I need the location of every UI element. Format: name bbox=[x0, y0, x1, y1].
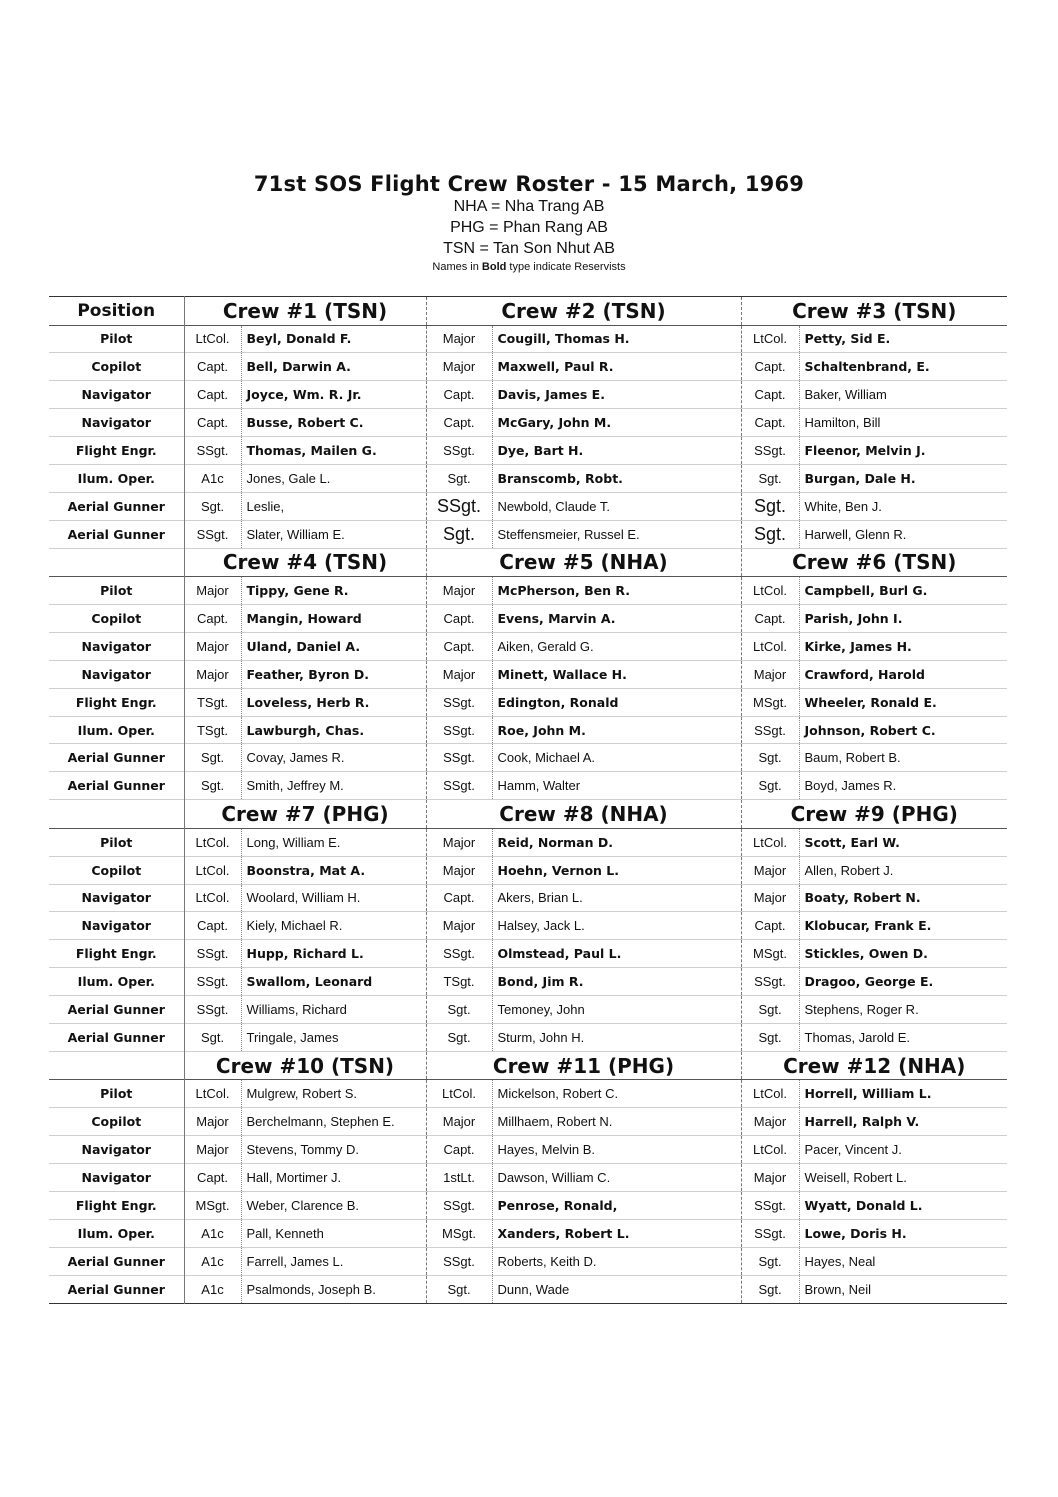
crew-row bbox=[49, 353, 1007, 381]
rank-cell: Major bbox=[184, 1108, 241, 1136]
rank-cell: Capt. bbox=[741, 353, 799, 381]
rank-cell: TSgt. bbox=[426, 968, 492, 996]
rank-cell: Capt. bbox=[184, 353, 241, 381]
position-cell: Flight Engr. bbox=[49, 437, 184, 465]
name-cell: Hoehn, Vernon L. bbox=[492, 856, 741, 884]
rank-cell: LtCol. bbox=[184, 325, 241, 353]
name-cell: Roe, John M. bbox=[492, 716, 741, 744]
name-cell: Psalmonds, Joseph B. bbox=[241, 1275, 426, 1303]
rank-cell: Sgt. bbox=[426, 1023, 492, 1051]
name-cell: Hayes, Melvin B. bbox=[492, 1136, 741, 1164]
name-cell: Hupp, Richard L. bbox=[241, 940, 426, 968]
rank-cell: Sgt. bbox=[741, 520, 799, 548]
rank-cell: LtCol. bbox=[741, 1080, 799, 1108]
name-cell: Feather, Byron D. bbox=[241, 660, 426, 688]
name-cell: Busse, Robert C. bbox=[241, 409, 426, 437]
crew-header: Crew #4 (TSN) bbox=[184, 548, 426, 577]
position-cell: Aerial Gunner bbox=[49, 996, 184, 1024]
rank-cell: Major bbox=[741, 660, 799, 688]
rank-cell: Capt. bbox=[426, 605, 492, 633]
rank-cell: Major bbox=[741, 1108, 799, 1136]
name-cell: Fleenor, Melvin J. bbox=[804, 443, 926, 458]
position-cell: Aerial Gunner bbox=[49, 1023, 184, 1051]
rank-cell: Sgt. bbox=[741, 772, 799, 800]
rank-cell: SSgt. bbox=[426, 1191, 492, 1219]
rank-cell: LtCol. bbox=[741, 325, 799, 353]
crew-row bbox=[49, 716, 1007, 744]
rank-cell: SSgt. bbox=[184, 996, 241, 1024]
position-cell: Navigator bbox=[49, 660, 184, 688]
crew-row bbox=[49, 409, 1007, 437]
rank-cell: SSgt. bbox=[741, 968, 799, 996]
position-column-header: Position bbox=[49, 297, 184, 326]
position-cell: Aerial Gunner bbox=[49, 1275, 184, 1303]
name-cell: Boyd, James R. bbox=[804, 778, 897, 794]
crew-row bbox=[49, 381, 1007, 409]
position-cell: Ilum. Oper. bbox=[49, 1219, 184, 1247]
rank-cell: LtCol. bbox=[741, 828, 799, 856]
name-cell: Woolard, William H. bbox=[241, 884, 426, 912]
rank-cell: Major bbox=[426, 828, 492, 856]
crew-header: Crew #6 (TSN) bbox=[792, 550, 957, 575]
legend-phg: PHG = Phan Rang AB bbox=[450, 219, 608, 236]
rank-cell: Sgt. bbox=[741, 492, 799, 520]
legend-tsn: TSN = Tan Son Nhut AB bbox=[443, 240, 615, 257]
name-cell: Joyce, Wm. R. Jr. bbox=[241, 381, 426, 409]
note-prefix: Names in bbox=[432, 261, 482, 273]
name-cell: Kirke, James H. bbox=[804, 638, 912, 654]
name-cell: Edington, Ronald bbox=[492, 688, 741, 716]
name-cell: Kiely, Michael R. bbox=[241, 912, 426, 940]
name-cell: Reid, Norman D. bbox=[492, 828, 741, 856]
name-cell: Klobucar, Frank E. bbox=[804, 918, 932, 934]
position-cell: Copilot bbox=[49, 1108, 184, 1136]
position-cell: Aerial Gunner bbox=[49, 744, 184, 772]
rank-cell: MSgt. bbox=[741, 940, 799, 968]
rank-cell: Capt. bbox=[426, 1136, 492, 1164]
crew-row bbox=[49, 437, 1007, 465]
note-suffix: type indicate Reservists bbox=[506, 261, 626, 273]
name-cell: Campbell, Burl G. bbox=[804, 583, 928, 599]
rank-cell: SSgt. bbox=[741, 1191, 799, 1219]
rank-cell: SSgt. bbox=[426, 437, 492, 465]
rank-cell: Capt. bbox=[741, 605, 799, 633]
crew-row bbox=[49, 1164, 1007, 1192]
rank-cell: A1c bbox=[184, 1275, 241, 1303]
rank-cell: LtCol. bbox=[741, 577, 799, 605]
name-cell: Burgan, Dale H. bbox=[804, 470, 916, 486]
rank-cell: SSgt. bbox=[426, 744, 492, 772]
rank-cell: Sgt. bbox=[741, 996, 799, 1024]
name-cell: Akers, Brian L. bbox=[492, 884, 741, 912]
rank-cell: SSgt. bbox=[426, 940, 492, 968]
crew-row bbox=[49, 1080, 1007, 1108]
crew-row bbox=[49, 1275, 1007, 1303]
rank-cell: SSgt. bbox=[184, 968, 241, 996]
rank-cell: Major bbox=[426, 660, 492, 688]
crew-row bbox=[49, 660, 1007, 688]
position-cell: Flight Engr. bbox=[49, 1191, 184, 1219]
name-cell: Horrell, William L. bbox=[804, 1086, 932, 1102]
rank-cell: SSgt. bbox=[184, 437, 241, 465]
name-cell: Branscomb, Robt. bbox=[492, 464, 741, 492]
name-cell: Dragoo, George E. bbox=[804, 974, 934, 990]
rank-cell: Sgt. bbox=[741, 1023, 799, 1051]
crew-header: Crew #11 (PHG) bbox=[426, 1051, 741, 1080]
crew-header: Crew #5 (NHA) bbox=[426, 548, 741, 577]
name-cell: Davis, James E. bbox=[492, 381, 741, 409]
rank-cell: Major bbox=[426, 1108, 492, 1136]
crew-row bbox=[49, 464, 1007, 492]
note-bold: Bold bbox=[481, 261, 507, 273]
crew-row bbox=[49, 912, 1007, 940]
name-cell: Hayes, Neal bbox=[804, 1253, 876, 1269]
position-cell: Pilot bbox=[49, 828, 184, 856]
position-cell: Ilum. Oper. bbox=[49, 464, 184, 492]
crew-row bbox=[49, 1136, 1007, 1164]
name-cell: Tringale, James bbox=[241, 1023, 426, 1051]
name-cell: Bell, Darwin A. bbox=[241, 353, 426, 381]
rank-cell: LtCol. bbox=[184, 856, 241, 884]
name-cell: Pacer, Vincent J. bbox=[804, 1142, 902, 1158]
name-cell: Cook, Michael A. bbox=[492, 744, 741, 772]
crew-row bbox=[49, 772, 1007, 800]
rank-cell: Sgt. bbox=[741, 744, 799, 772]
rank-cell: 1stLt. bbox=[426, 1164, 492, 1192]
name-cell: Cougill, Thomas H. bbox=[492, 325, 741, 353]
name-cell: Dunn, Wade bbox=[492, 1275, 741, 1303]
name-cell: Boonstra, Mat A. bbox=[241, 856, 426, 884]
position-cell: Flight Engr. bbox=[49, 940, 184, 968]
rank-cell: Major bbox=[184, 1136, 241, 1164]
crew-row bbox=[49, 996, 1007, 1024]
name-cell: McGary, John M. bbox=[492, 409, 741, 437]
rank-cell: Capt. bbox=[426, 884, 492, 912]
rank-cell: A1c bbox=[184, 1219, 241, 1247]
crew-header: Crew #9 (PHG) bbox=[790, 802, 958, 826]
crew-header: Crew #2 (TSN) bbox=[426, 297, 741, 326]
name-cell: Swallom, Leonard bbox=[241, 968, 426, 996]
rank-cell: Sgt. bbox=[426, 464, 492, 492]
crew-row bbox=[49, 325, 1007, 353]
reservist-note bbox=[0, 260, 1058, 274]
rank-cell: Capt. bbox=[426, 409, 492, 437]
crew-row bbox=[49, 940, 1007, 968]
name-cell: Maxwell, Paul R. bbox=[492, 353, 741, 381]
name-cell: Crawford, Harold bbox=[804, 666, 925, 682]
name-cell: Baum, Robert B. bbox=[804, 750, 901, 766]
rank-cell: Sgt. bbox=[426, 996, 492, 1024]
rank-cell: Major bbox=[426, 577, 492, 605]
position-cell: Navigator bbox=[49, 381, 184, 409]
position-cell: Aerial Gunner bbox=[49, 520, 184, 548]
rank-cell: TSgt. bbox=[184, 688, 241, 716]
rank-cell: Major bbox=[426, 856, 492, 884]
name-cell: Thomas, Jarold E. bbox=[804, 1029, 910, 1045]
rank-cell: Major bbox=[741, 1164, 799, 1192]
rank-cell: SSgt. bbox=[426, 1247, 492, 1275]
rank-cell: A1c bbox=[184, 464, 241, 492]
name-cell: Berchelmann, Stephen E. bbox=[241, 1108, 426, 1136]
rank-cell: MSgt. bbox=[741, 688, 799, 716]
name-cell: Loveless, Herb R. bbox=[241, 688, 426, 716]
name-cell: Halsey, Jack L. bbox=[492, 912, 741, 940]
rank-cell: Sgt. bbox=[184, 772, 241, 800]
rank-cell: Major bbox=[741, 884, 799, 912]
document-title: 71st SOS Flight Crew Roster - 15 March, 1969 bbox=[253, 172, 805, 196]
position-cell: Pilot bbox=[49, 325, 184, 353]
rank-cell: LtCol. bbox=[184, 1080, 241, 1108]
name-cell: Baker, William bbox=[804, 387, 887, 403]
crew-header: Crew #1 (TSN) bbox=[184, 297, 426, 326]
rank-cell: Major bbox=[426, 353, 492, 381]
position-cell: Navigator bbox=[49, 1136, 184, 1164]
rank-cell: LtCol. bbox=[426, 1080, 492, 1108]
name-cell: Newbold, Claude T. bbox=[492, 492, 741, 520]
name-cell: Harrell, Ralph V. bbox=[804, 1114, 920, 1130]
position-cell: Aerial Gunner bbox=[49, 1247, 184, 1275]
name-cell: Hall, Mortimer J. bbox=[241, 1164, 426, 1192]
name-cell: Wyatt, Donald L. bbox=[804, 1197, 923, 1213]
position-cell: Navigator bbox=[49, 1164, 184, 1192]
name-cell: Harwell, Glenn R. bbox=[804, 526, 907, 542]
position-cell: Flight Engr. bbox=[49, 688, 184, 716]
rank-cell: A1c bbox=[184, 1247, 241, 1275]
rank-cell: Sgt. bbox=[741, 1247, 799, 1275]
rank-cell: SSgt. bbox=[184, 520, 241, 548]
rank-cell: SSgt. bbox=[184, 940, 241, 968]
crew-header: Crew #3 (TSN) bbox=[792, 298, 957, 323]
rank-cell: SSgt. bbox=[426, 772, 492, 800]
name-cell: Hamm, Walter bbox=[492, 772, 741, 800]
name-cell: Weisell, Robert L. bbox=[804, 1169, 907, 1185]
rank-cell: LtCol. bbox=[741, 632, 799, 660]
name-cell: Millhaem, Robert N. bbox=[492, 1108, 741, 1136]
rank-cell: LtCol. bbox=[741, 1136, 799, 1164]
position-cell: Pilot bbox=[49, 577, 184, 605]
position-cell: Aerial Gunner bbox=[49, 772, 184, 800]
name-cell: Scott, Earl W. bbox=[804, 834, 900, 850]
crew-row bbox=[49, 632, 1007, 660]
rank-cell: Capt. bbox=[741, 409, 799, 437]
rank-cell: Capt. bbox=[426, 632, 492, 660]
name-cell: White, Ben J. bbox=[804, 498, 882, 514]
name-cell: Beyl, Donald F. bbox=[241, 325, 426, 353]
crew-header: Crew #10 (TSN) bbox=[184, 1051, 426, 1080]
name-cell: Hamilton, Bill bbox=[804, 415, 881, 431]
name-cell: Schaltenbrand, E. bbox=[804, 359, 930, 375]
rank-cell: Sgt. bbox=[184, 744, 241, 772]
name-cell: Stickles, Owen D. bbox=[804, 946, 928, 962]
rank-cell: SSgt. bbox=[741, 716, 799, 744]
name-cell: Petty, Sid E. bbox=[804, 331, 891, 347]
rank-cell: Major bbox=[741, 856, 799, 884]
crew-header-row bbox=[49, 548, 1007, 577]
crew-row bbox=[49, 968, 1007, 996]
name-cell: Aiken, Gerald G. bbox=[492, 632, 741, 660]
rank-cell: Capt. bbox=[184, 912, 241, 940]
rank-cell: Sgt. bbox=[741, 1275, 799, 1303]
name-cell: Evens, Marvin A. bbox=[492, 605, 741, 633]
name-cell: Mulgrew, Robert S. bbox=[241, 1080, 426, 1108]
rank-cell: Major bbox=[184, 632, 241, 660]
name-cell: Johnson, Robert C. bbox=[804, 722, 936, 738]
rank-cell: SSgt. bbox=[741, 1219, 799, 1247]
crew-row bbox=[49, 1108, 1007, 1136]
rank-cell: Capt. bbox=[184, 409, 241, 437]
crew-row bbox=[49, 1247, 1007, 1275]
name-cell: Penrose, Ronald, bbox=[492, 1191, 741, 1219]
position-cell: Pilot bbox=[49, 1080, 184, 1108]
rank-cell: Capt. bbox=[184, 1164, 241, 1192]
name-cell: Bond, Jim R. bbox=[492, 968, 741, 996]
crew-roster-table bbox=[49, 296, 1007, 1304]
rank-cell: Sgt. bbox=[426, 1275, 492, 1303]
position-cell: Navigator bbox=[49, 632, 184, 660]
name-cell: Jones, Gale L. bbox=[241, 464, 426, 492]
rank-cell: MSgt. bbox=[426, 1219, 492, 1247]
crew-header-row bbox=[49, 297, 1007, 326]
position-cell: Navigator bbox=[49, 884, 184, 912]
position-cell: Copilot bbox=[49, 605, 184, 633]
legend-nha: NHA = Nha Trang AB bbox=[453, 198, 605, 215]
crew-row bbox=[49, 1191, 1007, 1219]
name-cell: Parish, John I. bbox=[804, 610, 903, 626]
name-cell: Stephens, Roger R. bbox=[804, 1002, 919, 1018]
rank-cell: SSgt. bbox=[741, 437, 799, 465]
name-cell: Steffensmeier, Russel E. bbox=[492, 520, 741, 548]
rank-cell: Capt. bbox=[184, 605, 241, 633]
rank-cell: SSgt. bbox=[426, 492, 492, 520]
crew-header-row bbox=[49, 1051, 1007, 1080]
name-cell: Brown, Neil bbox=[804, 1281, 871, 1297]
position-column-header bbox=[49, 1051, 184, 1080]
rank-cell: Sgt. bbox=[184, 1023, 241, 1051]
crew-header: Crew #8 (NHA) bbox=[426, 800, 741, 829]
name-cell: Uland, Daniel A. bbox=[241, 632, 426, 660]
rank-cell: Major bbox=[426, 912, 492, 940]
name-cell: Smith, Jeffrey M. bbox=[241, 772, 426, 800]
position-cell: Copilot bbox=[49, 353, 184, 381]
name-cell: Roberts, Keith D. bbox=[492, 1247, 741, 1275]
name-cell: Tippy, Gene R. bbox=[241, 577, 426, 605]
name-cell: Wheeler, Ronald E. bbox=[804, 694, 937, 710]
crew-row bbox=[49, 492, 1007, 520]
crew-header-row bbox=[49, 800, 1007, 829]
name-cell: Lowe, Doris H. bbox=[804, 1225, 907, 1241]
name-cell: McPherson, Ben R. bbox=[492, 577, 741, 605]
rank-cell: Sgt. bbox=[184, 492, 241, 520]
crew-row bbox=[49, 1023, 1007, 1051]
name-cell: Boaty, Robert N. bbox=[804, 890, 921, 906]
crew-header: Crew #12 (NHA) bbox=[783, 1053, 966, 1078]
name-cell: Weber, Clarence B. bbox=[241, 1191, 426, 1219]
roster-body bbox=[49, 297, 1007, 1304]
rank-cell: Major bbox=[184, 660, 241, 688]
crew-row bbox=[49, 577, 1007, 605]
rank-cell: Capt. bbox=[426, 381, 492, 409]
crew-header: Crew #7 (PHG) bbox=[184, 800, 426, 829]
name-cell: Thomas, Mailen G. bbox=[241, 437, 426, 465]
position-cell: Ilum. Oper. bbox=[49, 968, 184, 996]
name-cell: Long, William E. bbox=[241, 828, 426, 856]
rank-cell: Major bbox=[184, 577, 241, 605]
crew-row bbox=[49, 520, 1007, 548]
name-cell: Olmstead, Paul L. bbox=[492, 940, 741, 968]
name-cell: Farrell, James L. bbox=[241, 1247, 426, 1275]
rank-cell: SSgt. bbox=[426, 716, 492, 744]
rank-cell: Capt. bbox=[741, 381, 799, 409]
rank-cell: LtCol. bbox=[184, 828, 241, 856]
name-cell: Covay, James R. bbox=[241, 744, 426, 772]
crew-row bbox=[49, 1219, 1007, 1247]
position-column-header bbox=[49, 548, 184, 577]
name-cell: Slater, William E. bbox=[241, 520, 426, 548]
rank-cell: MSgt. bbox=[184, 1191, 241, 1219]
name-cell: Williams, Richard bbox=[241, 996, 426, 1024]
name-cell: Pall, Kenneth bbox=[241, 1219, 426, 1247]
position-cell: Navigator bbox=[49, 912, 184, 940]
rank-cell: Sgt. bbox=[741, 464, 799, 492]
position-cell: Aerial Gunner bbox=[49, 492, 184, 520]
crew-row bbox=[49, 688, 1007, 716]
crew-row bbox=[49, 856, 1007, 884]
document-header bbox=[0, 172, 1058, 274]
name-cell: Minett, Wallace H. bbox=[492, 660, 741, 688]
name-cell: Sturm, John H. bbox=[492, 1023, 741, 1051]
name-cell: Dye, Bart H. bbox=[492, 437, 741, 465]
rank-cell: TSgt. bbox=[184, 716, 241, 744]
position-cell: Copilot bbox=[49, 856, 184, 884]
name-cell: Xanders, Robert L. bbox=[492, 1219, 741, 1247]
rank-cell: Capt. bbox=[741, 912, 799, 940]
name-cell: Lawburgh, Chas. bbox=[241, 716, 426, 744]
rank-cell: Capt. bbox=[184, 381, 241, 409]
name-cell: Leslie, bbox=[241, 492, 426, 520]
rank-cell: LtCol. bbox=[184, 884, 241, 912]
rank-cell: Major bbox=[426, 325, 492, 353]
name-cell: Mickelson, Robert C. bbox=[492, 1080, 741, 1108]
name-cell: Temoney, John bbox=[492, 996, 741, 1024]
rank-cell: Sgt. bbox=[426, 520, 492, 548]
rank-cell: SSgt. bbox=[426, 688, 492, 716]
name-cell: Stevens, Tommy D. bbox=[241, 1136, 426, 1164]
position-column-header bbox=[49, 800, 184, 829]
name-cell: Mangin, Howard bbox=[241, 605, 426, 633]
name-cell: Allen, Robert J. bbox=[804, 862, 894, 878]
position-cell: Navigator bbox=[49, 409, 184, 437]
crew-row bbox=[49, 884, 1007, 912]
position-cell: Ilum. Oper. bbox=[49, 716, 184, 744]
crew-row bbox=[49, 828, 1007, 856]
name-cell: Dawson, William C. bbox=[492, 1164, 741, 1192]
crew-row bbox=[49, 605, 1007, 633]
crew-row bbox=[49, 744, 1007, 772]
